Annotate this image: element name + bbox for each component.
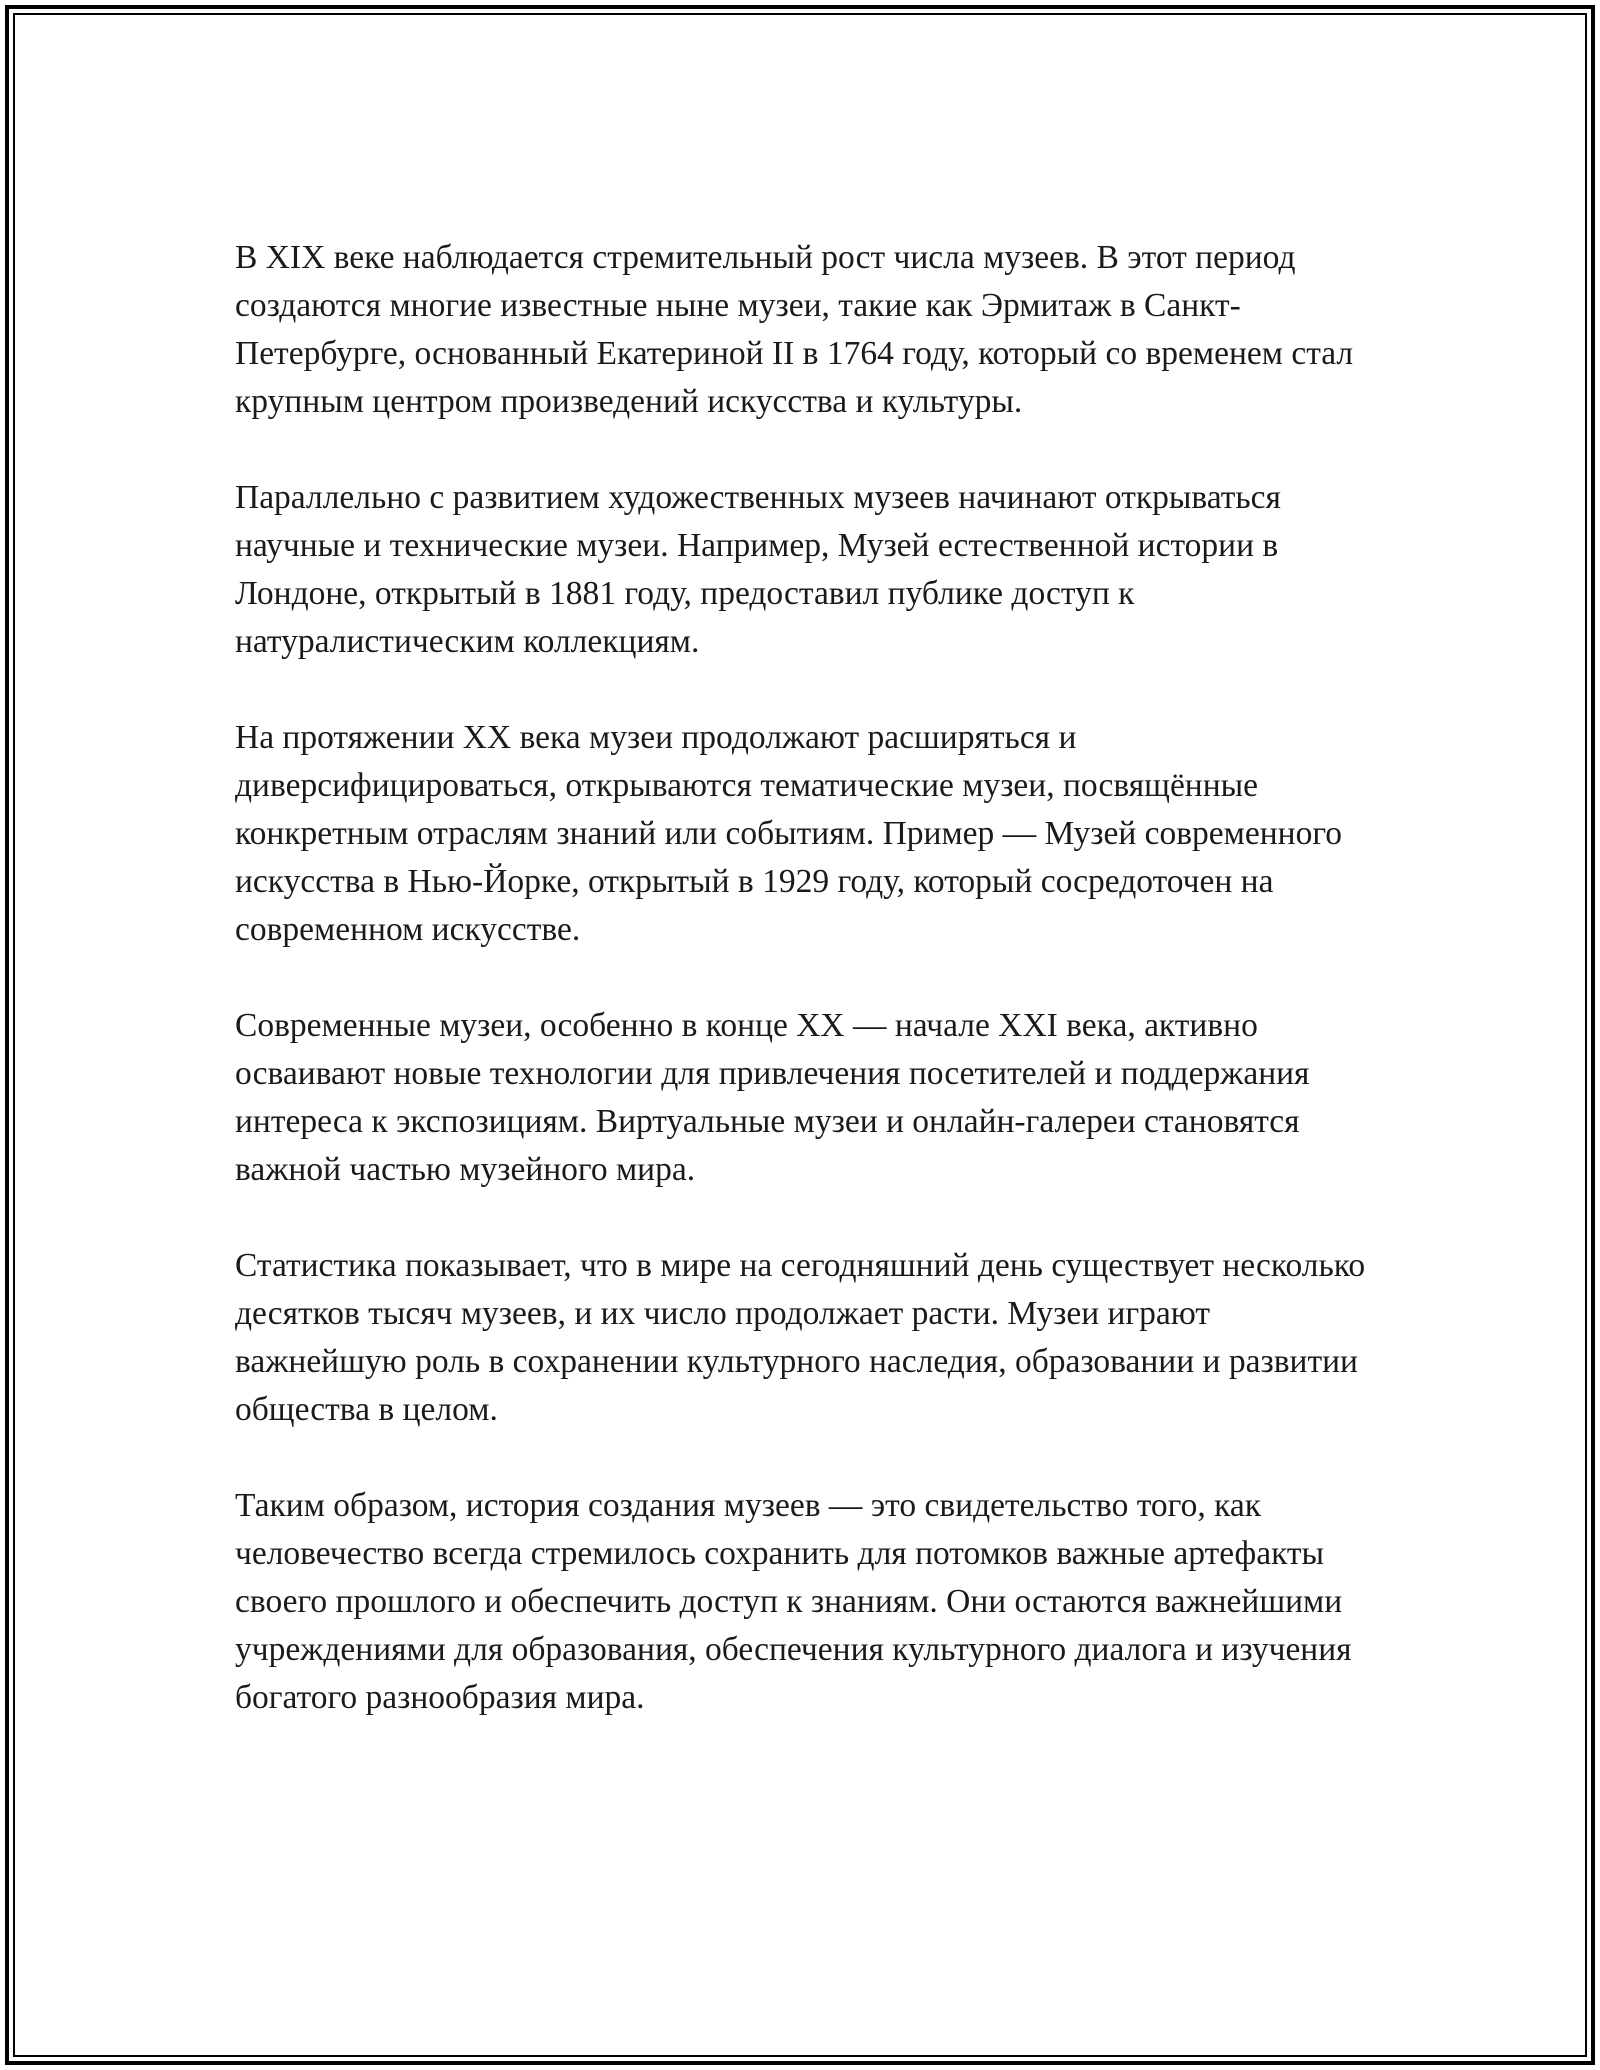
paragraph-2: Параллельно с развитием художественных музеев начинают открываться научные и технические музеи. Например, Музей естественной истории в Лондоне, открытый в 1881 году, предоставил публике доступ к натуралистическим коллекциям.: [235, 479, 1281, 660]
paragraph-5: Статистика показывает, что в мире на сегодняшний день существует несколько десятков тысяч музеев, и их число продолжает расти. Музеи играют важнейшую роль в сохранении культурного наследия, образовании и развитии общества в целом.: [235, 1247, 1366, 1428]
paragraph-3: На протяжении XX века музеи продолжают расширяться и диверсифицироваться, открываются тематические музеи, посвящённые конкретным отраслям знаний или событиям. Пример — Музей современного искусства в Нью-Йорке, открытый в 1929 году, который сосредоточен на современном искусстве.: [235, 719, 1343, 948]
paragraph-4: Современные музеи, особенно в конце XX — начале XXI века, активно осваивают новые технологии для привлечения посетителей и поддержания интереса к экспозициям. Виртуальные музеи и онлайн-галереи становятся важной частью музейного мира.: [235, 1007, 1310, 1188]
document-body: [235, 234, 1385, 1770]
paragraph-1: В XIX веке наблюдается стремительный рост числа музеев. В этот период создаются многие известные ныне музеи, такие как Эрмитаж в Санкт-Петербурге, основанный Екатериной II в 1764 году, который со временем стал крупным центром произведений искусства и культуры.: [235, 239, 1354, 420]
paragraph-6: Таким образом, история создания музеев — это свидетельство того, как человечество всегда стремилось сохранить для потомков важные артефакты своего прошлого и обеспечить доступ к знаниям. Они остаются важнейшими учреждениями для образования, обеспечения культурного диалога и изучения богатого разнообразия мира.: [235, 1487, 1352, 1716]
